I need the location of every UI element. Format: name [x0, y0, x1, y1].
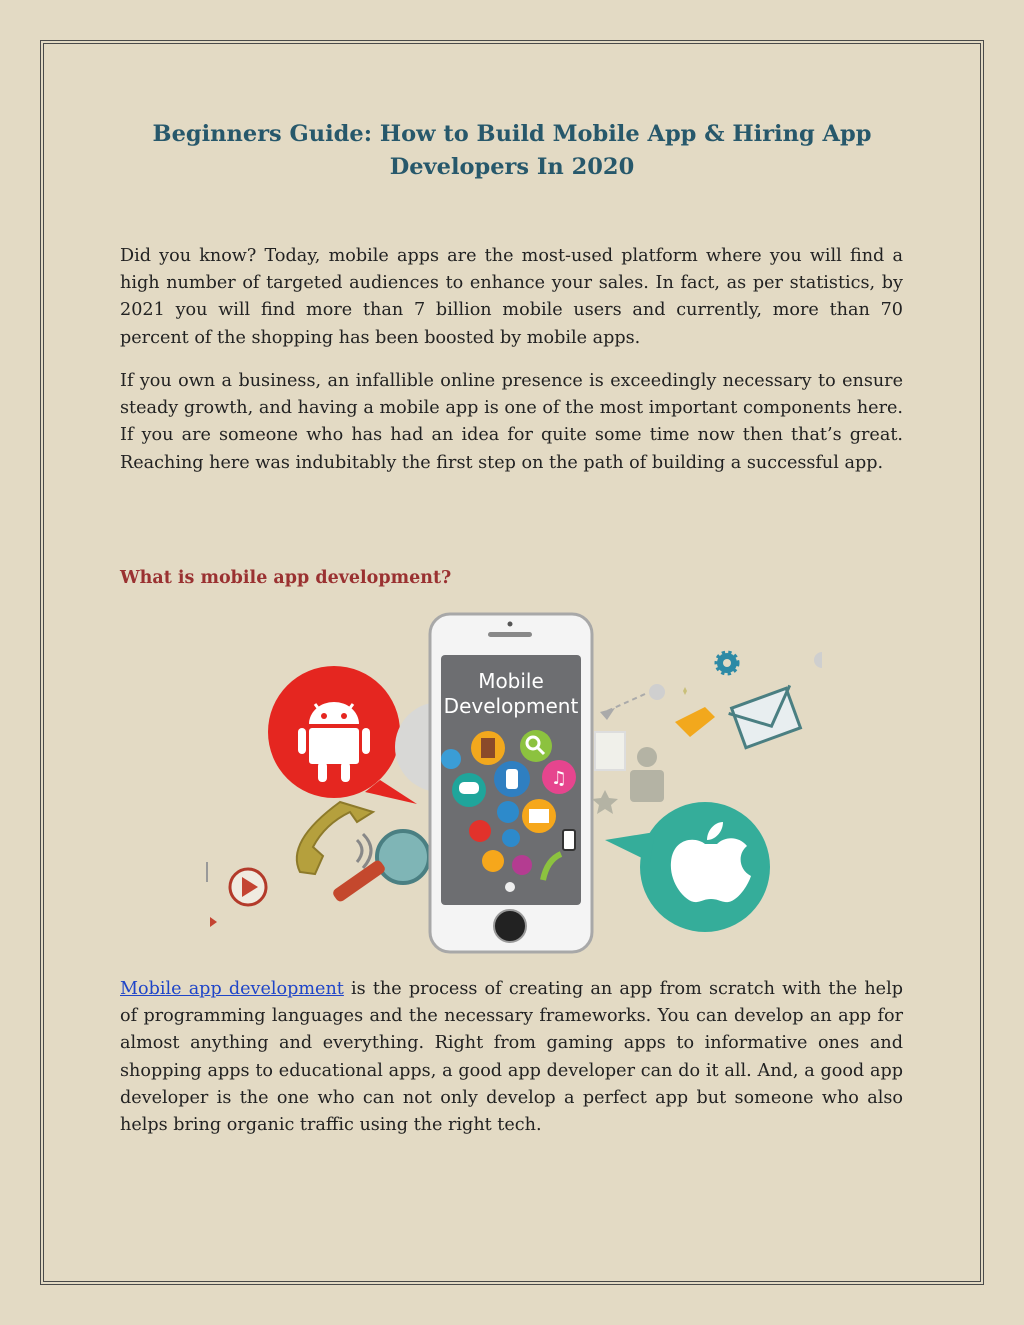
business-paragraph: If you own a business, an infallible online presence is exceedingly necessary to ensure steady growth, and having a mobile app is one of the most important components here. If you are someone who has had an idea for quite some time now then that’s great. Reaching here was indubitably the first step on the path of building a successful app. [120, 371, 903, 473]
search-icon [520, 730, 552, 762]
svg-text:♫: ♫ [550, 768, 568, 789]
apple-icon [605, 802, 770, 932]
user-icon [497, 801, 519, 823]
definition-text: is the process of creating an app from scratch with the help of programming languages and the necessary frameworks. You can develop an app for almost anything and everything. Right from gaming apps to informative ones and shopping apps to educational apps, a good app developer can do it all. And, a good app developer is the one who can not only develop a perfect app but someone who also helps bring organic traffic using the right tech. [120, 979, 903, 1136]
cloud-icon [502, 829, 520, 847]
screen-title-line2: Development [443, 694, 579, 718]
star-icon [592, 790, 618, 814]
section-heading: What is mobile app development? [120, 568, 452, 588]
envelope-icon [726, 685, 801, 747]
play-icon [207, 862, 266, 927]
mobile-app-development-link[interactable]: Mobile app development [120, 979, 344, 999]
document-title: Beginners Guide: How to Build Mobile App & Hiring App Developers In 2020 [152, 121, 872, 180]
intro-paragraph: Did you know? Today, mobile apps are the most-used platform where you will find a high number of targeted audiences to enhance your sales. In fact, as per statistics, by 2021 you will find more than 7 billion mobile users and currently, more than 70 percent of the shopping has been boosted by mobile apps. [120, 246, 903, 348]
telephone-icon [297, 802, 373, 874]
gear-icon [717, 653, 737, 673]
magnifier-icon [331, 831, 429, 903]
phone-device [430, 614, 592, 952]
definition-paragraph [120, 976, 903, 1139]
android-icon [268, 666, 417, 804]
screen-title-line1: Mobile [478, 669, 544, 693]
mic-icon [469, 820, 491, 842]
mobile-development-illustration [205, 612, 825, 957]
mobile-icon [563, 830, 575, 850]
